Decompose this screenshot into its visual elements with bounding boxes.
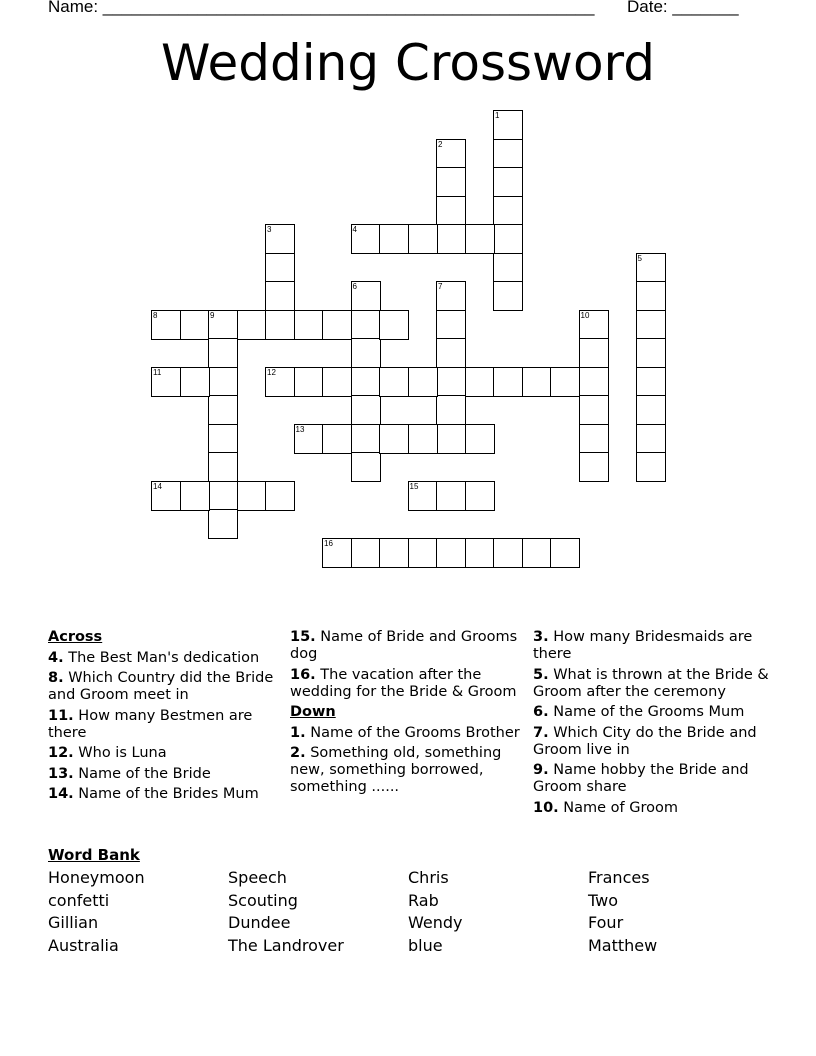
word-bank-word: Rab: [408, 891, 439, 910]
crossword-cell[interactable]: [208, 424, 238, 454]
crossword-cell[interactable]: [436, 281, 466, 311]
clue-across-15: 15. Name of Bride and Grooms dog: [290, 629, 518, 662]
clue-number: 6: [352, 282, 357, 291]
crossword-cell[interactable]: [636, 452, 666, 482]
word-bank-word: confetti: [48, 891, 110, 910]
crossword-cell[interactable]: [579, 395, 609, 425]
clue-number: 12: [267, 367, 276, 377]
word-bank-word: Wendy: [408, 913, 463, 932]
crossword-cell[interactable]: [294, 424, 324, 454]
crossword-cell[interactable]: [208, 481, 238, 511]
clue-across-16: 16. The vacation after the wedding for the Bride & Groom: [290, 666, 517, 700]
crossword-cell[interactable]: [208, 452, 238, 482]
clue-number: 13: [295, 424, 305, 434]
crossword-cell[interactable]: [265, 253, 295, 283]
crossword-cell[interactable]: [465, 224, 495, 254]
crossword-cell[interactable]: [351, 424, 381, 454]
across-heading: Across: [48, 629, 103, 645]
crossword-cell[interactable]: [493, 538, 523, 568]
crossword-cell[interactable]: [436, 196, 466, 226]
crossword-cell[interactable]: [636, 367, 666, 397]
word-bank-word: Two: [588, 891, 618, 910]
crossword-cell[interactable]: [379, 367, 409, 397]
crossword-cell[interactable]: [436, 310, 466, 340]
crossword-cell[interactable]: [579, 310, 609, 340]
crossword-cell[interactable]: [408, 538, 438, 568]
clue-number: 3: [267, 225, 272, 234]
crossword-cell[interactable]: [579, 367, 609, 397]
crossword-cell[interactable]: [493, 110, 523, 140]
crossword-cell[interactable]: [436, 395, 466, 425]
crossword-cell[interactable]: [151, 481, 181, 511]
crossword-cell[interactable]: [579, 424, 609, 454]
crossword-cell[interactable]: [436, 424, 466, 454]
crossword-cell[interactable]: [208, 367, 238, 397]
clue-down-3: 3. How many Bridesmaids are there: [533, 629, 753, 662]
word-bank-word: blue: [408, 936, 443, 955]
crossword-cell[interactable]: [436, 367, 466, 397]
word-bank-word: Scouting: [228, 891, 298, 910]
crossword-cell[interactable]: [436, 481, 466, 511]
crossword-cell[interactable]: [636, 253, 666, 283]
clue-across-14: 14. Name of the Brides Mum: [48, 786, 259, 802]
clue-down-5: 5. What is thrown at the Bride & Groom after the ceremony: [533, 666, 769, 700]
crossword-cell[interactable]: [493, 224, 523, 254]
crossword-cell[interactable]: [379, 224, 409, 254]
word-bank-word: Frances: [588, 868, 650, 887]
crossword-cell[interactable]: [322, 538, 352, 568]
clue-across-13: 13. Name of the Bride: [48, 765, 211, 782]
crossword-cell[interactable]: [265, 310, 295, 340]
clue-number: 16: [324, 538, 333, 548]
clue-number: 14: [153, 481, 162, 491]
crossword-cell[interactable]: [351, 538, 381, 568]
crossword-cell[interactable]: [436, 167, 466, 197]
clue-number: 4: [352, 225, 357, 234]
crossword-cell[interactable]: [322, 424, 352, 454]
crossword-cell[interactable]: [579, 338, 609, 368]
crossword-cell[interactable]: [493, 253, 523, 283]
crossword-cell[interactable]: [208, 338, 238, 368]
crossword-cell[interactable]: [465, 481, 495, 511]
crossword-cell[interactable]: [408, 424, 438, 454]
crossword-cell[interactable]: [408, 367, 438, 397]
clue-number: 1: [495, 111, 500, 120]
clue-across-8: 8. Which Country did the Bride and Groom meet in: [48, 670, 274, 703]
word-bank-word: Chris: [408, 868, 449, 887]
crossword-cell[interactable]: [180, 367, 210, 397]
word-bank-word: Honeymoon: [48, 868, 145, 887]
crossword-cell[interactable]: [436, 139, 466, 169]
crossword-cell[interactable]: [265, 367, 295, 397]
crossword-cell[interactable]: [351, 310, 381, 340]
crossword-cell[interactable]: [493, 139, 523, 169]
crossword-cell[interactable]: [522, 367, 552, 397]
clue-number: 5: [637, 253, 642, 263]
clue-down-10: 10. Name of Groom: [533, 799, 679, 816]
crossword-cell[interactable]: [522, 538, 552, 568]
crossword-cell[interactable]: [208, 310, 238, 340]
crossword-cell[interactable]: [265, 224, 295, 254]
clue-down-1: 1. Name of the Grooms Brother: [290, 724, 520, 741]
crossword-cell[interactable]: [294, 310, 324, 340]
clue-down-9: 9. Name hobby the Bride and Groom share: [533, 762, 749, 795]
crossword-cell[interactable]: [208, 509, 238, 539]
crossword-cell[interactable]: [294, 367, 324, 397]
crossword-cell[interactable]: [351, 367, 381, 397]
crossword-cell[interactable]: [465, 367, 495, 397]
clue-across-4: 4. The Best Man's dedication: [48, 649, 260, 666]
crossword-cell[interactable]: [550, 538, 580, 568]
word-bank-word: Dundee: [228, 913, 291, 932]
crossword-cell[interactable]: [465, 538, 495, 568]
crossword-cell[interactable]: [151, 310, 181, 340]
crossword-cell[interactable]: [550, 367, 580, 397]
crossword-cell[interactable]: [322, 310, 352, 340]
crossword-cell[interactable]: [408, 481, 438, 511]
word-bank-word: Four: [588, 913, 624, 932]
crossword-cell[interactable]: [493, 281, 523, 311]
clue-number: 8: [153, 310, 158, 320]
crossword-cell[interactable]: [180, 310, 210, 340]
crossword-cell[interactable]: [636, 338, 666, 368]
clue-number: 2: [438, 139, 443, 149]
crossword-cell[interactable]: [351, 338, 381, 368]
crossword-cell[interactable]: [237, 481, 267, 511]
crossword-cell[interactable]: [265, 281, 295, 311]
clue-number: 9: [210, 310, 215, 320]
crossword-cell[interactable]: [436, 338, 466, 368]
word-bank-heading: Word Bank: [48, 846, 140, 864]
clue-down-2: 2. Something old, something new, something borrowed, something ......: [290, 745, 502, 795]
date-field: Date: _______: [627, 0, 739, 16]
clues-column-2: [290, 629, 520, 800]
word-bank-word: The Landrover: [228, 936, 344, 955]
word-bank-word: Matthew: [588, 936, 658, 955]
down-heading: Down: [290, 704, 336, 720]
crossword-cell[interactable]: [579, 452, 609, 482]
clue-across-11: 11. How many Bestmen are there: [48, 707, 253, 741]
crossword-cell[interactable]: [436, 538, 466, 568]
crossword-cell[interactable]: [180, 481, 210, 511]
crossword-cell[interactable]: [379, 424, 409, 454]
crossword-cell[interactable]: [636, 424, 666, 454]
name-field: Name: ____________________________________________________: [48, 0, 595, 16]
clues-column-1: [48, 629, 278, 807]
word-bank-word: Speech: [228, 868, 287, 887]
crossword-cell[interactable]: [493, 167, 523, 197]
clue-number: 7: [438, 282, 443, 291]
clue-across-12: 12. Who is Luna: [48, 745, 167, 761]
clue-number: 11: [153, 367, 162, 377]
crossword-cell[interactable]: [636, 395, 666, 425]
crossword-cell[interactable]: [351, 224, 381, 254]
crossword-cell[interactable]: [636, 310, 666, 340]
crossword-cell[interactable]: [208, 395, 238, 425]
crossword-cell[interactable]: [636, 281, 666, 311]
crossword-cell[interactable]: [351, 395, 381, 425]
clue-number: 15: [409, 481, 419, 491]
crossword-cell[interactable]: [379, 310, 409, 340]
crossword-cell[interactable]: [237, 310, 267, 340]
clue-down-7: 7. Which City do the Bride and Groom live in: [533, 724, 757, 758]
page-title: Wedding Crossword: [161, 34, 655, 92]
crossword-cell[interactable]: [493, 367, 523, 397]
crossword-cell[interactable]: [408, 224, 438, 254]
crossword-cell[interactable]: [351, 452, 381, 482]
word-bank-word: Gillian: [48, 913, 99, 932]
clues-column-3: [533, 629, 773, 820]
word-bank-word: Australia: [48, 936, 119, 955]
crossword-cell[interactable]: [151, 367, 181, 397]
crossword-cell[interactable]: [265, 481, 295, 511]
crossword-cell[interactable]: [322, 367, 352, 397]
crossword-cell[interactable]: [493, 196, 523, 226]
crossword-cell[interactable]: [436, 224, 466, 254]
crossword-cell[interactable]: [379, 538, 409, 568]
clue-down-6: 6. Name of the Grooms Mum: [533, 704, 745, 720]
crossword-cell[interactable]: [465, 424, 495, 454]
clue-number: 10: [580, 310, 590, 320]
crossword-cell[interactable]: [351, 281, 381, 311]
